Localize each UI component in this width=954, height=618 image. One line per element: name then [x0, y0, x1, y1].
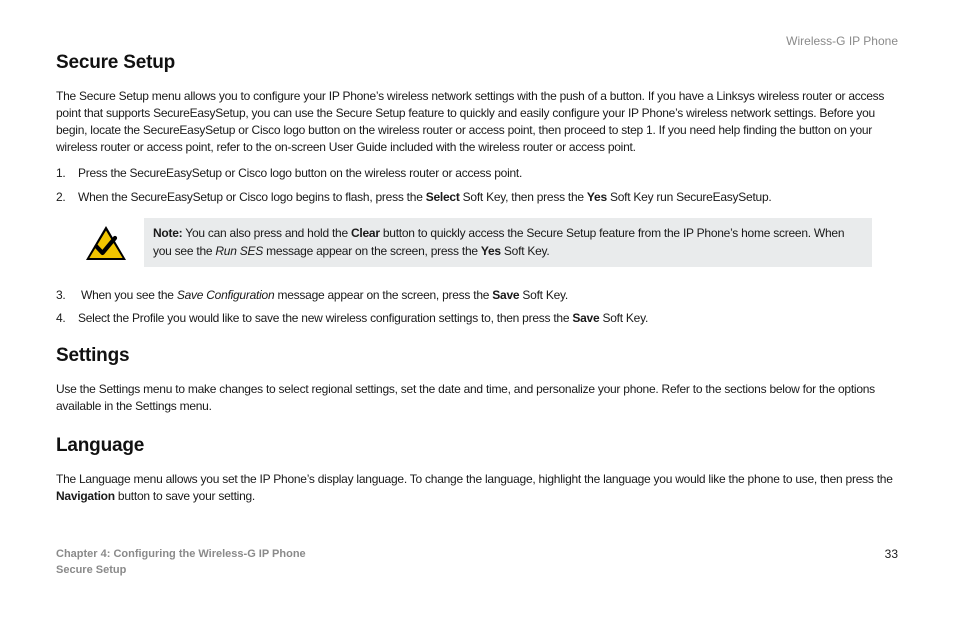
footer-section: Secure Setup	[56, 564, 127, 576]
step-number: 1.	[56, 166, 66, 180]
step-text: Select the Profile you would like to save the new wireless configuration settings to, then press the Save Soft Key.	[78, 311, 649, 325]
select-key: Select	[425, 190, 460, 204]
checkmark-warning-icon-graphic	[84, 224, 128, 262]
step-text: When the SecureEasySetup or Cisco logo begins to flash, press the Select Soft Key, then press the Yes Soft Key run SecureEasySetup.	[78, 190, 772, 204]
save-key: Save	[572, 311, 600, 325]
footer-chapter: Chapter 4: Configuring the Wireless-G IP Phone	[56, 548, 306, 560]
navigation-button-label: Navigation	[56, 489, 115, 503]
page-content	[56, 52, 898, 505]
note-callout	[56, 218, 898, 267]
note-label: Note:	[153, 226, 183, 240]
step-text: Press the SecureEasySetup or Cisco logo button on the wireless router or access point.	[78, 166, 523, 180]
step-number: 3.	[56, 288, 66, 302]
header-product-name: Wireless-G IP Phone	[786, 34, 898, 48]
footer-chapter-info	[56, 546, 306, 578]
checkmark-warning-icon	[56, 218, 144, 262]
settings-body: Use the Settings menu to make changes to select regional settings, set the date and time, and personalize your phone. Refer to the sections below for the options available in the Settings menu.	[56, 382, 875, 413]
save-configuration-message: Save Configuration	[176, 288, 275, 302]
save-key: Save	[492, 288, 520, 302]
note-box: Note: You can also press and hold the Clear button to quickly access the Secure Setup feature from the IP Phone’s home screen. When you see the Run SES message appear on the screen, press the Yes Soft Key.	[144, 218, 872, 267]
yes-key: Yes	[586, 190, 607, 204]
run-ses-message: Run SES	[215, 244, 263, 258]
clear-key: Clear	[350, 226, 380, 240]
page-number: 33	[884, 547, 898, 561]
step-4	[56, 310, 898, 327]
section-title-secure-setup: Secure Setup	[56, 52, 176, 73]
step-number: 4.	[56, 311, 66, 325]
section-title-settings: Settings	[56, 345, 130, 366]
step-number: 2.	[56, 190, 66, 204]
yes-key: Yes	[480, 244, 501, 258]
secure-setup-intro: The Secure Setup menu allows you to configure your IP Phone’s wireless network settings with the push of a button. If you have a Linksys wireless router or access point that supports SecureEasySetup, you can use the Secure Setup feature to quickly and easily configure your IP Phone’s wireless network settings. Before you begin, locate the SecureEasySetup or Cisco logo button on the wireless router or access point, then proceed to step 1. If you need help finding the button on your wireless router or access point, refer to the on-screen User Guide included with the wireless router or access point.	[56, 89, 885, 154]
secure-setup-steps-continued	[56, 287, 898, 327]
step-2	[56, 189, 898, 206]
section-title-language: Language	[56, 435, 145, 456]
secure-setup-steps	[56, 165, 898, 206]
step-3	[56, 287, 898, 304]
language-body: The Language menu allows you set the IP Phone’s display language. To change the language, highlight the language you would like the phone to use, then press the Navigation button to save your setting.	[56, 472, 893, 503]
step-text: When you see the Save Configuration message appear on the screen, press the Save Soft Key.	[81, 288, 568, 302]
step-1	[56, 165, 898, 182]
